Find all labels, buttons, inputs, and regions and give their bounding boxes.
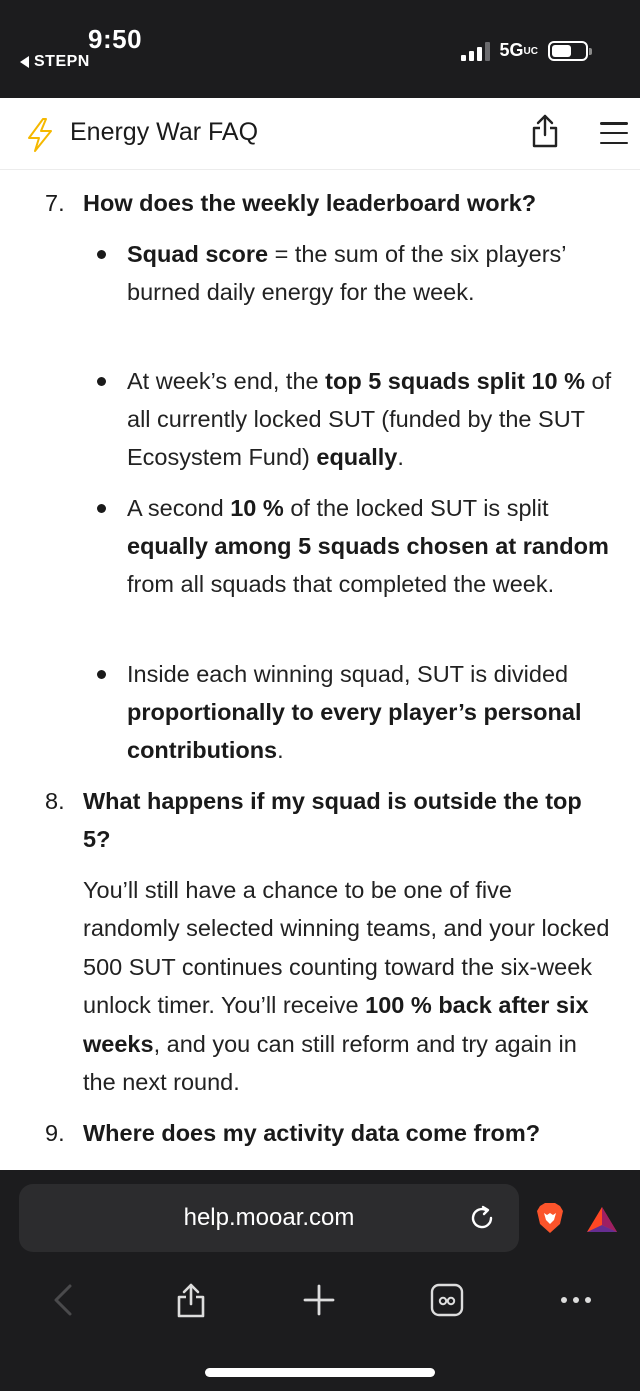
status-indicators	[461, 40, 588, 61]
more-icon[interactable]	[558, 1282, 594, 1318]
faq-question-9: 9. Where does my activity data come from?	[45, 1120, 541, 1146]
network-type: 5GUC	[499, 40, 538, 60]
bat-triangle-icon[interactable]	[585, 1205, 619, 1233]
new-tab-plus-icon[interactable]	[301, 1282, 337, 1318]
back-to-app[interactable]	[20, 53, 90, 71]
status-bar	[0, 0, 640, 98]
brave-lion-icon[interactable]	[536, 1202, 564, 1234]
share-icon[interactable]	[173, 1282, 209, 1318]
list-item: A second 10 % of the locked SUT is split equally among 5 squads chosen at random from all squads that completed the week.	[127, 489, 617, 655]
faq-question-8: 8. What happens if my squad is outside the top 5?	[45, 788, 582, 852]
faq-answer-8: You’ll still have a chance to be one of five randomly selected winning teams, and your locked 500 SUT continues counting toward the six-week unlock timer. You’ll receive 100 % back after six weeks, and you can still reform and try again in the next round.	[83, 877, 610, 1096]
tabs-icon[interactable]	[429, 1282, 465, 1318]
back-triangle-icon	[20, 56, 29, 68]
page-header	[0, 98, 640, 170]
faq-content	[0, 170, 640, 1170]
list-item: Inside each winning squad, SUT is divided proportionally to every player’s personal contributions.	[127, 655, 617, 771]
status-time: 9:50	[88, 24, 143, 54]
back-arrow-icon[interactable]	[46, 1282, 82, 1318]
home-indicator[interactable]	[205, 1368, 435, 1377]
browser-toolbar	[0, 1170, 640, 1391]
back-app-label: STEPN	[34, 53, 90, 70]
hamburger-menu-icon[interactable]	[600, 122, 628, 144]
share-icon[interactable]	[530, 114, 560, 148]
faq-question-7: 7. How does the weekly leaderboard work?	[45, 190, 537, 216]
faq-answer-7-list	[127, 235, 617, 771]
lightning-bolt-icon	[26, 118, 54, 152]
url-text: help.mooar.com	[183, 1204, 355, 1231]
page-title: Energy War FAQ	[70, 118, 259, 146]
reload-icon[interactable]	[468, 1204, 496, 1232]
list-item: At week’s end, the top 5 squads split 10 % of all currently locked SUT (funded by the SUT Ecosystem Fund) equally.	[127, 362, 617, 489]
list-item: Squad score = the sum of the six players’ burned daily energy for the week.	[127, 235, 617, 362]
battery-icon	[548, 41, 588, 61]
cellular-signal-icon	[461, 41, 490, 61]
address-bar[interactable]	[19, 1184, 519, 1252]
